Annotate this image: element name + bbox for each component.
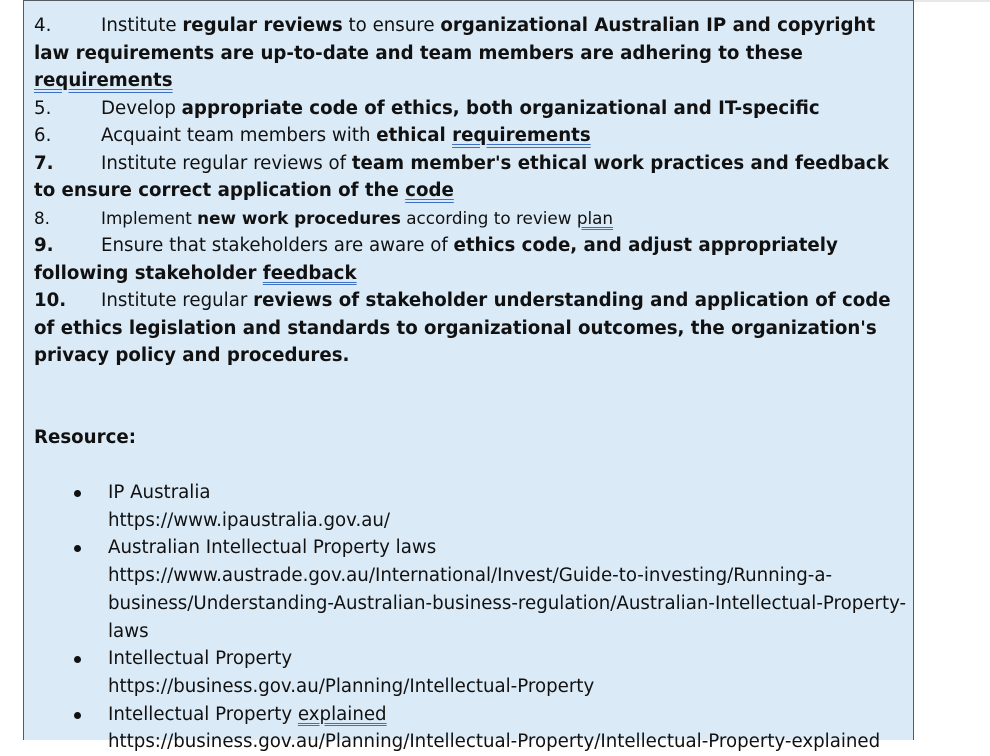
resource-item — [74, 534, 909, 645]
resource-title: Intellectual Property — [108, 648, 293, 670]
numbered-steps — [34, 12, 909, 370]
flagged-word: plan — [576, 207, 614, 228]
step-number: 7. — [34, 152, 54, 174]
step-number: 9. — [34, 235, 54, 256]
flagged-word: code — [405, 180, 454, 201]
step-item — [34, 287, 909, 370]
bullet-icon — [74, 656, 81, 663]
step-text: to ensure — [342, 15, 441, 36]
step-text: ethics code, and adjust appropriately following stakeholder — [34, 235, 838, 284]
step-text: Ensure that stakeholders are aware of — [101, 235, 454, 256]
step-text: appropriate code of ethics, both organizational and IT-specific — [181, 97, 820, 119]
flagged-word: feedback — [262, 262, 357, 284]
step-text: organizational Australian IP and copyright law requirements are up-to-date and team members are adhering to these — [34, 15, 876, 64]
resource-item — [74, 479, 909, 534]
step-text: Institute regular reviews of — [101, 152, 352, 174]
step-number: 8. — [34, 207, 51, 228]
spacer — [34, 451, 909, 479]
spacer — [34, 370, 909, 424]
resource-url[interactable]: https://business.gov.au/Planning/Intellectual-Property/Intellectual-Property-explained — [108, 731, 881, 753]
step-text: according to review — [400, 207, 577, 228]
resource-title: IP Australia — [108, 482, 211, 503]
resource-url[interactable]: https://business.gov.au/Planning/Intellectual-Property — [108, 675, 595, 697]
step-text: Implement — [101, 207, 198, 228]
step-text: ethical — [376, 125, 453, 146]
resource-url[interactable]: https://www.austrade.gov.au/International/Invest/Guide-to-investing/Running-a-business/Understanding-Australian-business-regulation/Australian-Intellectual-Property-laws — [108, 565, 907, 642]
step-text: Institute regular — [101, 290, 254, 311]
step-number: 4. — [34, 15, 52, 36]
resource-item — [74, 701, 909, 756]
resource-title — [108, 704, 387, 725]
document-page — [23, 0, 914, 753]
step-text: Acquaint team members with — [101, 125, 377, 146]
step-text: reviews of stakeholder understanding and application of code of ethics legislation and standards to organizational outcomes, the organization's privacy policy and procedures. — [34, 290, 891, 366]
step-item — [34, 122, 909, 150]
step-number: 10. — [34, 290, 67, 311]
document-content — [34, 12, 909, 756]
resource-title-text: Intellectual Property — [108, 703, 298, 725]
step-item — [34, 95, 909, 123]
flagged-word: requirements — [452, 125, 591, 146]
step-number: 5. — [34, 97, 52, 119]
step-text: regular reviews — [182, 15, 343, 36]
resource-heading: Resource: — [34, 426, 136, 448]
step-item — [34, 232, 909, 287]
step-item — [34, 150, 909, 205]
step-text: Institute — [101, 15, 183, 36]
resource-url[interactable]: https://www.ipaustralia.gov.au/ — [108, 509, 391, 531]
resource-list — [34, 479, 909, 756]
bullet-icon — [74, 545, 81, 552]
step-text: new work procedures — [197, 207, 401, 228]
bullet-icon — [74, 712, 81, 719]
bullet-icon — [74, 490, 81, 497]
resource-title: Australian Intellectual Property laws — [108, 537, 437, 559]
flagged-word: requirements — [34, 70, 173, 91]
top-rule — [914, 0, 990, 2]
step-text: team member's ethical work practices and feedback to ensure correct application of the — [34, 152, 889, 201]
step-number: 6. — [34, 125, 52, 146]
resource-item — [74, 645, 909, 700]
step-item — [34, 205, 909, 233]
step-item — [34, 12, 909, 95]
step-text: Develop — [101, 97, 182, 119]
flagged-word: explained — [297, 703, 387, 725]
